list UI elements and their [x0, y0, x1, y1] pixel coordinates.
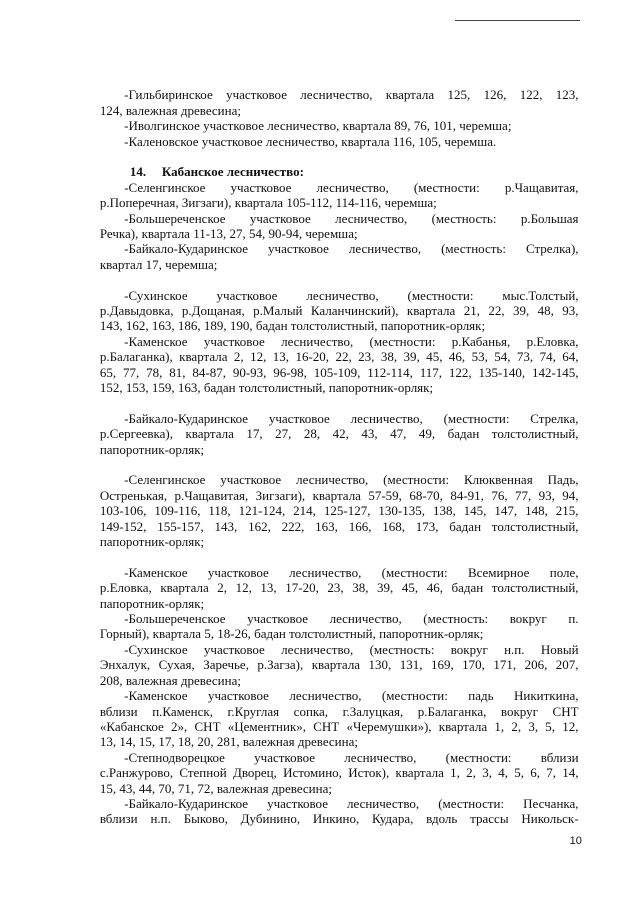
page-number: 10 — [569, 835, 582, 848]
text-line: 15, 43, 44, 70, 71, 72, валежная древесина; — [99, 780, 332, 796]
text-line: -Сухинское участковое лесничество, (местность: вокруг н.п. Новый — [124, 641, 579, 657]
text-line: -Большереченское участковое лесничество, (местность: р.Большая — [124, 210, 579, 226]
text-line: 13, 14, 15, 17, 18, 20, 281, валежная древесина; — [99, 734, 358, 750]
section-number: 14. — [129, 164, 147, 180]
text-line: «Кабанское 2», СНТ «Цементник», СНТ «Черемушки»), квартала 1, 2, 3, 5, 12, — [99, 718, 579, 734]
text-line: -Сухинское участковое лесничество, (местности: мыс.Толстый, — [124, 287, 579, 303]
text-line: -Гильбиринское участковое лесничество, квартала 125, 126, 122, 123, — [124, 87, 579, 103]
text-line: -Большереченское участковое лесничество, (местность: вокруг п. — [124, 611, 579, 627]
text-line: р.Еловка, квартала 2, 12, 13, 17-20, 23, 38, 39, 45, 46, бадан толстолистный, — [99, 580, 579, 596]
text-line: -Иволгинское участковое лесничество, квартала 89, 76, 101, черемша; — [124, 118, 512, 134]
text-line: р.Поперечная, Зигзаги), квартала 105-112, 114-116, черемша; — [99, 195, 437, 211]
text-line: Энхалук, Сухая, Заречье, р.Загза), квартала 130, 131, 169, 170, 171, 206, 207, — [99, 657, 579, 673]
text-line: р.Давыдовка, р.Дощаная, р.Малый Каланчинский), квартала 21, 22, 39, 48, 93, — [99, 303, 579, 319]
text-line: 149-152, 155-157, 143, 162, 222, 163, 166, 168, 173, бадан толстолистный, — [99, 518, 579, 534]
text-line: 124, валежная древесина; — [99, 102, 241, 118]
text-line: -Байкало-Кударинское участковое лесничество, (местности: Песчанка, — [124, 795, 579, 811]
text-line: папоротник-орляк; — [99, 441, 205, 457]
text-line: -Каменское участковое лесничество, (местности: р.Кабанья, р.Еловка, — [124, 333, 579, 349]
text-line: Остренькая, р.Чащавитая, Зигзаги), квартала 57-59, 68-70, 84-91, 76, 77, 93, 94, — [99, 487, 579, 503]
text-line: -Селенгинское участковое лесничество, (местности: Клюквенная Падь, — [124, 472, 579, 488]
text-line: -Селенгинское участковое лесничество, (местности: р.Чащавитая, — [124, 179, 579, 195]
text-line: -Каменское участковое лесничество, (местности: падь Никиткина, — [124, 688, 579, 704]
text-line: р.Балаганка), квартала 2, 12, 13, 16-20, 22, 23, 38, 39, 45, 46, 53, 54, 73, 74, 64, — [99, 349, 579, 365]
text-line: 208, валежная древесина; — [99, 672, 241, 688]
text-line: -Каленовское участковое лесничество, квартала 116, 105, черемша. — [124, 133, 497, 149]
text-line: -Байкало-Кударинское участковое лесничество, (местность: Стрелка), — [124, 241, 579, 257]
text-line: -Каменское участковое лесничество, (местности: Всемирное поле, — [124, 564, 579, 580]
text-line: 152, 153, 159, 163, бадан толстолистный, папоротник-орляк; — [99, 380, 434, 396]
text-line: Горный), квартала 5, 18-26, бадан толстолистный, папоротник-орляк; — [99, 626, 484, 642]
text-line: вблизи п.Каменск, г.Круглая сопка, г.Залуцкая, р.Балаганка, вокруг СНТ — [99, 703, 579, 719]
section-heading — [130, 164, 304, 179]
header-rule — [455, 20, 580, 21]
text-line: -Степнодворецкое участковое лесничество, (местности: вблизи — [124, 749, 579, 765]
section-title: Кабанское лесничество: — [161, 164, 304, 180]
text-line: 103-106, 109-116, 118, 121-124, 214, 125-127, 130-135, 138, 145, 147, 148, 215, — [99, 503, 579, 519]
text-line: квартал 17, черемша; — [99, 256, 218, 272]
text-line: 143, 162, 163, 186, 189, 190, бадан толстолистный, папоротник-орляк; — [99, 318, 486, 334]
text-line: вблизи н.п. Быково, Дубинино, Инкино, Кудара, вдоль трассы Никольск- — [99, 811, 579, 827]
text-line: 65, 77, 78, 81, 84-87, 90-93, 96-98, 105-109, 112-114, 117, 122, 135-140, 142-145, — [99, 364, 579, 380]
text-line: папоротник-орляк; — [99, 534, 205, 550]
text-line: с.Ранжурово, Степной Дворец, Истомино, Исток), квартала 1, 2, 3, 4, 5, 6, 7, 14, — [99, 765, 579, 781]
text-line: р.Сергеевка), квартала 17, 27, 28, 42, 43, 47, 49, бадан толстолистный, — [99, 426, 579, 442]
text-line: Речка), квартала 11-13, 27, 54, 90-94, черемша; — [99, 226, 358, 242]
text-line: -Байкало-Кударинское участковое лесничество, (местности: Стрелка, — [124, 410, 579, 426]
text-line: папоротник-орляк; — [99, 595, 205, 611]
